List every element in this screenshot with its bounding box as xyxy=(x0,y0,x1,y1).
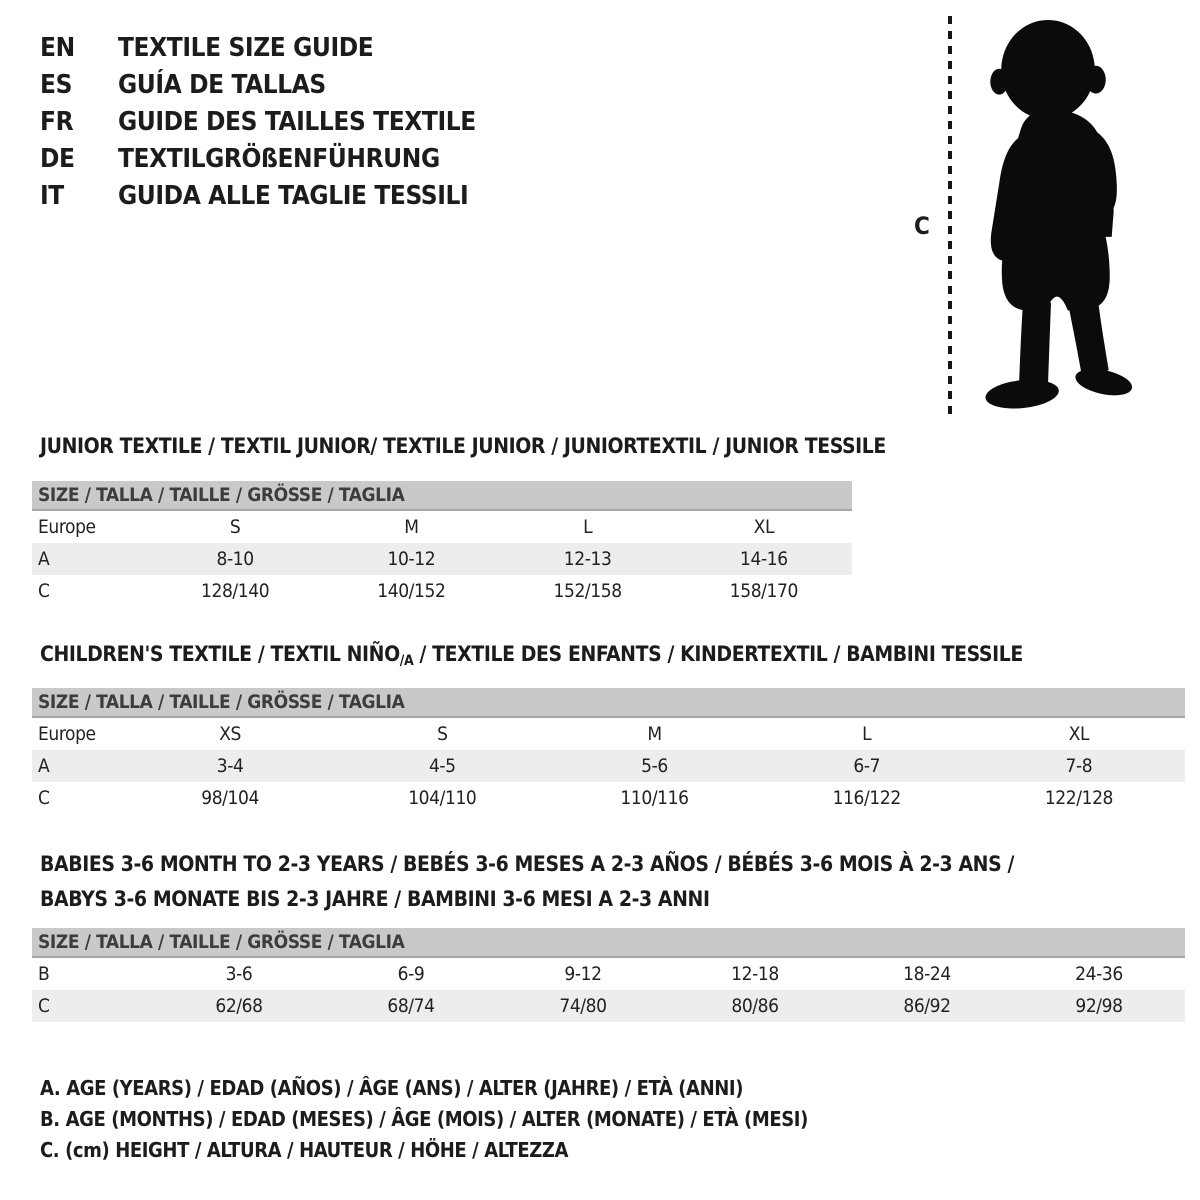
table-cell: 122/128 xyxy=(1044,787,1114,809)
size-header-band: SIZE / TALLA / TAILLE / GRÖSSE / TAGLIA xyxy=(32,928,1185,958)
table-cell: 62/68 xyxy=(215,995,263,1017)
table-cell: 5-6 xyxy=(641,755,668,777)
table-cell: 10-12 xyxy=(387,548,436,570)
table-cell: 24-36 xyxy=(1075,963,1123,985)
table-cell: 12-13 xyxy=(563,548,612,570)
row-label: C xyxy=(38,787,50,809)
children-title-subscript: /A xyxy=(399,653,414,669)
table-cell: 104/110 xyxy=(408,787,477,809)
size-header-band: SIZE / TALLA / TAILLE / GRÖSSE / TAGLIA xyxy=(32,481,852,511)
babies-size-table xyxy=(32,928,1185,1022)
lang-code: ES xyxy=(40,70,73,100)
lang-row-en xyxy=(40,30,476,67)
lang-row-de xyxy=(40,141,476,178)
lang-row-fr xyxy=(40,104,476,141)
lang-row-it xyxy=(40,178,476,215)
row-label: A xyxy=(38,755,50,777)
table-cell: 110/116 xyxy=(620,787,689,809)
legend-line-c: C. (cm) HEIGHT / ALTURA / HAUTEUR / HÖHE / ALTEZZA xyxy=(40,1138,569,1162)
table-cell: 158/170 xyxy=(729,580,798,602)
table-row xyxy=(32,575,852,607)
lang-code: IT xyxy=(40,181,64,211)
table-cell: 7-8 xyxy=(1065,755,1093,777)
table-cell: 4-5 xyxy=(428,755,456,777)
table-cell: L xyxy=(583,516,593,538)
legend-line-b: B. AGE (MONTHS) / EDAD (MESES) / ÂGE (MOIS) / ALTER (MONATE) / ETÀ (MESI) xyxy=(40,1107,808,1131)
babies-title-line2: BABYS 3-6 MONATE BIS 2-3 JAHRE / BAMBINI 3-6 MESI A 2-3 ANNI xyxy=(40,887,710,911)
table-cell: 14-16 xyxy=(740,548,788,570)
table-cell: 74/80 xyxy=(559,995,607,1017)
table-cell: 3-6 xyxy=(225,963,253,985)
height-measure-dashed-line xyxy=(948,16,952,416)
table-cell: 116/122 xyxy=(832,787,901,809)
table-cell: 3-4 xyxy=(216,755,244,777)
table-cell: XS xyxy=(219,723,241,745)
lang-code: FR xyxy=(40,107,74,137)
size-header-band: SIZE / TALLA / TAILLE / GRÖSSE / TAGLIA xyxy=(32,688,1185,718)
lang-title: GUIDA ALLE TAGLIE TESSILI xyxy=(118,181,469,211)
lang-title: GUIDE DES TAILLES TEXTILE xyxy=(118,107,476,137)
children-title-text: / TEXTILE DES ENFANTS / KINDERTEXTIL / BAMBINI TESSILE xyxy=(413,642,1023,666)
row-label: C xyxy=(38,995,50,1017)
table-cell: 8-10 xyxy=(216,548,254,570)
row-label: Europe xyxy=(38,516,96,538)
table-cell: XL xyxy=(753,516,775,538)
table-cell: M xyxy=(647,723,662,745)
table-cell: M xyxy=(404,516,419,538)
table-cell: L xyxy=(862,723,872,745)
table-cell: 128/140 xyxy=(201,580,270,602)
language-title-list xyxy=(40,30,476,215)
row-label: B xyxy=(38,963,50,985)
table-row xyxy=(32,782,1185,814)
table-row xyxy=(32,718,1185,750)
table-cell: 18-24 xyxy=(903,963,951,985)
lang-title: TEXTILE SIZE GUIDE xyxy=(118,33,374,63)
table-cell: 80/86 xyxy=(731,995,779,1017)
table-cell: 6-9 xyxy=(397,963,425,985)
table-cell: 152/158 xyxy=(553,580,622,602)
table-row xyxy=(32,511,852,543)
table-cell: S xyxy=(229,516,241,538)
table-row xyxy=(32,958,1185,990)
table-cell: 86/92 xyxy=(903,995,951,1017)
table-row xyxy=(32,990,1185,1022)
children-size-table xyxy=(32,688,1185,814)
table-cell: 92/98 xyxy=(1075,995,1123,1017)
children-section-title xyxy=(40,641,1023,674)
table-row xyxy=(32,543,852,575)
children-title-text: CHILDREN'S TEXTILE / TEXTIL NIÑO xyxy=(40,642,400,666)
table-cell: 68/74 xyxy=(387,995,435,1017)
table-cell: 140/152 xyxy=(377,580,446,602)
row-label: Europe xyxy=(38,723,96,745)
table-cell: 12-18 xyxy=(731,963,779,985)
legend-line-a: A. AGE (YEARS) / EDAD (AÑOS) / ÂGE (ANS) / ALTER (JAHRE) / ETÀ (ANNI) xyxy=(40,1076,744,1100)
lang-title: GUÍA DE TALLAS xyxy=(118,70,326,100)
row-label: A xyxy=(38,548,50,570)
babies-title-line1: BABIES 3-6 MONTH TO 2-3 YEARS / BEBÉS 3-6 MESES A 2-3 AÑOS / BÉBÉS 3-6 MOIS À 2-3 ANS / xyxy=(40,852,1014,876)
junior-section-title: JUNIOR TEXTILE / TEXTIL JUNIOR/ TEXTILE JUNIOR / JUNIORTEXTIL / JUNIOR TESSILE xyxy=(40,434,886,458)
table-cell: XL xyxy=(1068,723,1090,745)
table-row xyxy=(32,750,1185,782)
table-cell: 6-7 xyxy=(853,755,881,777)
lang-row-es xyxy=(40,67,476,104)
table-cell: S xyxy=(437,723,448,745)
row-label: C xyxy=(38,580,50,602)
lang-title: TEXTILGRÖßENFÜHRUNG xyxy=(118,144,440,174)
lang-code: DE xyxy=(40,144,75,174)
measure-legend xyxy=(40,1073,808,1166)
table-cell: 98/104 xyxy=(201,787,259,809)
height-measure-label: C xyxy=(914,212,930,240)
babies-section-title xyxy=(40,847,1014,917)
table-cell: 9-12 xyxy=(564,963,602,985)
junior-size-table xyxy=(32,481,852,607)
lang-code: EN xyxy=(40,33,75,63)
toddler-silhouette-icon xyxy=(962,12,1142,420)
